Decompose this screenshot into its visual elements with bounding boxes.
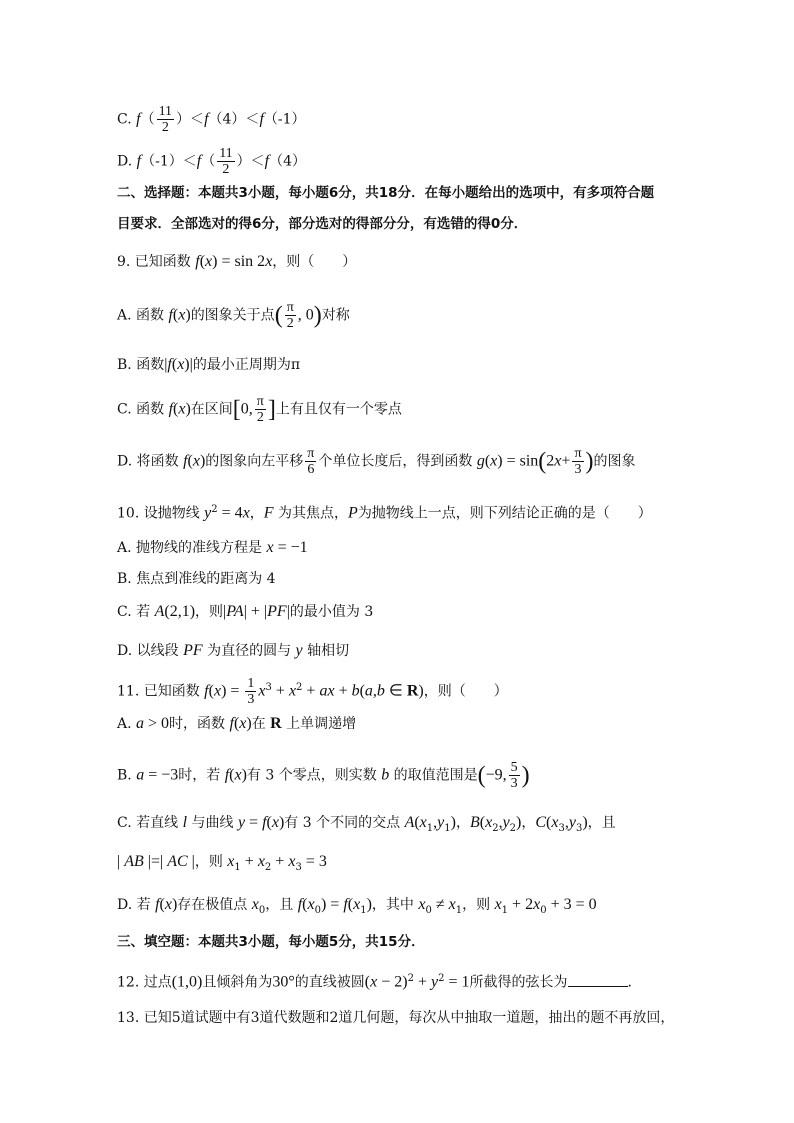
q11-stem: 11. 已知函数 f(x) = $\frac{1}{3}$ $x^3 + x^2$ + ax + b(a,b ∈ R)，则（ ） (117, 676, 508, 707)
fraction: $\frac{1}{3}$ (247, 676, 255, 707)
q9-option-c: C. 函数 f(x)在区间[0, $\frac{\pi}{2}$ ]上有且仅有一个零点 (117, 394, 402, 425)
fraction: $\frac{\pi}{3}$ (574, 446, 582, 477)
section2-heading-line2: 目要求．全部选对的得6分，部分选对的得部分分，有选错的得0分． (117, 216, 528, 232)
q10-option-a: A. 抛物线的准线方程是 x = −1 (117, 539, 308, 556)
fraction: $\frac{\pi}{2}$ (286, 300, 294, 331)
q11-option-c-line2: | AB |=| AC |，则 $x_1 + x_2 + x_3 = 3$ (117, 853, 327, 873)
q11-option-d: D. 若 f(x)存在极值点 $x_0$，且 $f(x_0) = f(x_1)$，其中 $x_0 \ne x_1$，则 $x_1 + 2x_0 + 3 = 0$ (117, 896, 597, 916)
q13: 13. 已知5道试题中有3道代数题和2道几何题，每次从中抽取一道题，抽出的题不再放回， (117, 1010, 675, 1026)
fraction: $\frac{11}{2}$ (158, 104, 173, 135)
q11-option-b: B. a = −3时，若 f(x)有 3 个零点，则实数 b 的取值范围是(−9, $\frac{5}{3}$ ) (117, 760, 530, 791)
q9-option-b: B. 函数|f(x)|的最小正周期为π (117, 356, 301, 373)
q9-option-a: A. 函数 f(x)的图象关于点( $\frac{\pi}{2}$ , 0)对称 (117, 300, 350, 331)
fraction: $\frac{\pi}{6}$ (307, 446, 315, 477)
q10-stem: 10. 设抛物线 $y^2 = 4x$，F 为其焦点，P为抛物线上一点，则下列结论正确的是（ ） (117, 504, 652, 522)
q11-option-a: A. a > 0时，函数 f(x)在 R 上单调递增 (117, 715, 357, 732)
q9-stem: 9. 已知函数 f(x) = sin 2x，则（ ） (117, 253, 357, 270)
q10-option-c: C. 若 A(2,1)，则|PA| + |PF|的最小值为 3 (117, 603, 374, 620)
option-c: C. f（ $\frac{11}{2}$ ）＜f（4）＜f（-1） (117, 104, 306, 135)
q10-option-d: D. 以线段 PF 为直径的圆与 y 轴相切 (117, 642, 350, 659)
fraction: $\frac{\pi}{2}$ (256, 394, 264, 425)
option-d: D. f（-1）＜f（ $\frac{11}{2}$ ）＜f（4） (117, 146, 307, 177)
fraction: $\frac{11}{2}$ (219, 146, 233, 177)
q9-option-d: D. 将函数 f(x)的图象向左平移 $\frac{\pi}{6}$ 个单位长度后，得到函数 g(x) = sin(2x+ $\frac{\pi}{3}$ )的图象 (117, 446, 636, 477)
q11-option-c-line1: C. 若直线 l 与曲线 y = f(x)有 3 个不同的交点 $A(x_1,y_1)$，$B(x_2,y_2)$，$C(x_3,y_3)$，且 (117, 814, 616, 834)
answer-blank[interactable] (568, 972, 628, 987)
section3-heading: 三、填空题：本题共3小题，每小题5分，共15分． (117, 934, 425, 950)
section2-heading-line1: 二、选择题：本题共3小题，每小题6分，共18分．在每小题给出的选项中，有多项符合题 (117, 185, 655, 201)
fraction: $\frac{5}{3}$ (510, 760, 518, 791)
q10-option-b: B. 焦点到准线的距离为 4 (117, 571, 276, 587)
q12: 12. 过点(1,0)且倾斜角为30°的直线被圆$(x - 2)^2 + y^2 = 1$所截得的弦长为 ． (117, 973, 642, 991)
